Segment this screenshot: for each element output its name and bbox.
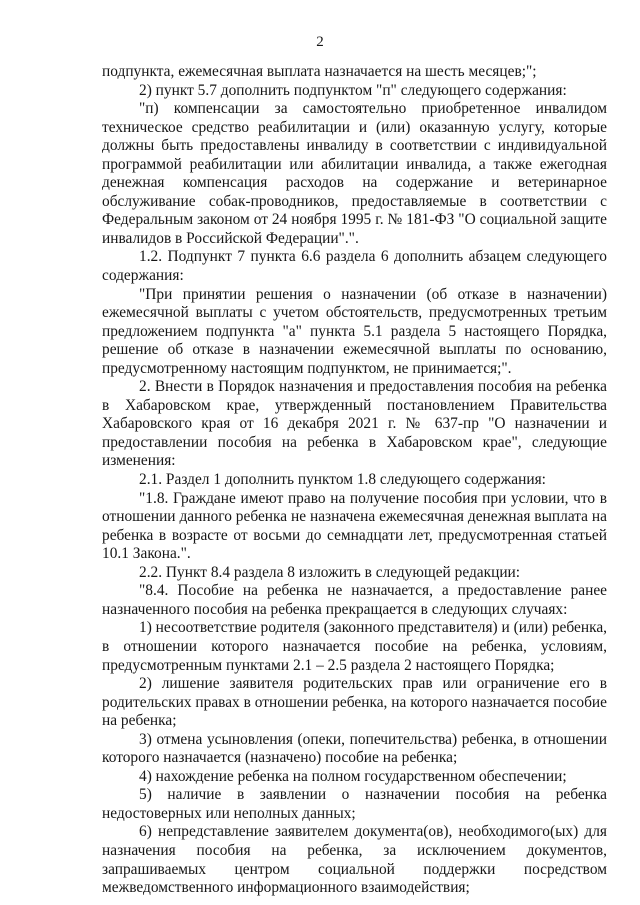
paragraph: подпункта, ежемесячная выплата назначается на шесть месяцев;"; (102, 63, 537, 80)
paragraph: 2) пункт 5.7 дополнить подпунктом "п" следующего содержания: (139, 81, 567, 99)
paragraph: 2.1. Раздел 1 дополнить пунктом 1.8 следующего содержания: (139, 471, 546, 489)
paragraph: 5) наличие в заявлении о назначении пособия на ребенка недостоверных или неполных данных; (102, 786, 607, 822)
paragraph: 2. Внести в Порядок назначения и предоставления пособия на ребенка в Хабаровском крае, утвержденный постановлением Правительства Хабаровского края от 16 декабря 2021 г. № 637-пр "О назначении и предоставлении пособия на ребенка в Хабаровском крае", следующие изменения: (102, 378, 607, 470)
paragraph: 6) непредставление заявителем документа(ов), необходимого(ых) для назначения пособия на ребенка, за исключением документов, запрашиваемых центром социальной поддержки посредством межведомственного информационного взаимодействия; (102, 823, 607, 897)
paragraph: "При принятии решения о назначении (об отказе в назначении) ежемесячной выплаты с учетом обстоятельств, предусмотренных третьим предложением подпункта "а" пункта 5.1 раздела 5 настоящего Порядка, решение об отказе в назначении ежемесячной выплаты по основанию, предусмотренному настоящим подпунктом, не принимается;". (102, 285, 607, 377)
paragraph: "п) компенсации за самостоятельно приобретенное инвалидом техническое средство реабилитации и (или) оказанную услугу, которые должны быть предоставлены инвалиду в соответствии с индивидуальной программой реабилитации или абилитации инвалида, а также ежегодная денежная компенсация расходов на содержание и ветеринарное обслуживание собак-проводников, предоставляемые в соответствии с Федеральным законом от 24 ноября 1995 г. № 181-ФЗ "О социальной защите инвалидов в Российской Федерации".". (102, 100, 607, 247)
paragraph: 1.2. Подпункт 7 пункта 6.6 раздела 6 дополнить абзацем следующего содержания: (102, 248, 607, 285)
paragraph: 1) несоответствие родителя (законного представителя) и (или) ребенка, в отношении которого назначается пособие на ребенка, условиям, предусмотренным пунктами 2.1 – 2.5 раздела 2 настоящего Порядка; (102, 619, 608, 674)
paragraph: 2) лишение заявителя родительских прав или ограничение его в родительских правах в отношении ребенка, на которого назначается пособие на ребенка; (102, 675, 607, 730)
paragraph: "8.4. Пособие на ребенка не назначается, а предоставление ранее назначенного пособия на ребенка прекращается в следующих случаях: (102, 582, 607, 618)
paragraph: 3) отмена усыновления (опеки, попечительства) ребенка, в отношении которого назначается (назначено) пособие на ребенка; (102, 730, 607, 767)
page-number: 2 (316, 34, 324, 50)
paragraph: "1.8. Граждане имеют право на получение пособия при условии, что в отношении данного ребенка не назначена ежемесячная денежная выплата на ребенка в возрасте от восьми до семнадцати лет, предусмотренная статьей 10.1 Закона.". (102, 489, 607, 563)
document-body (102, 63, 607, 898)
paragraph: 4) нахождение ребенка на полном государственном обеспечении; (139, 767, 567, 785)
paragraph: 2.2. Пункт 8.4 раздела 8 изложить в следующей редакции: (139, 563, 521, 581)
